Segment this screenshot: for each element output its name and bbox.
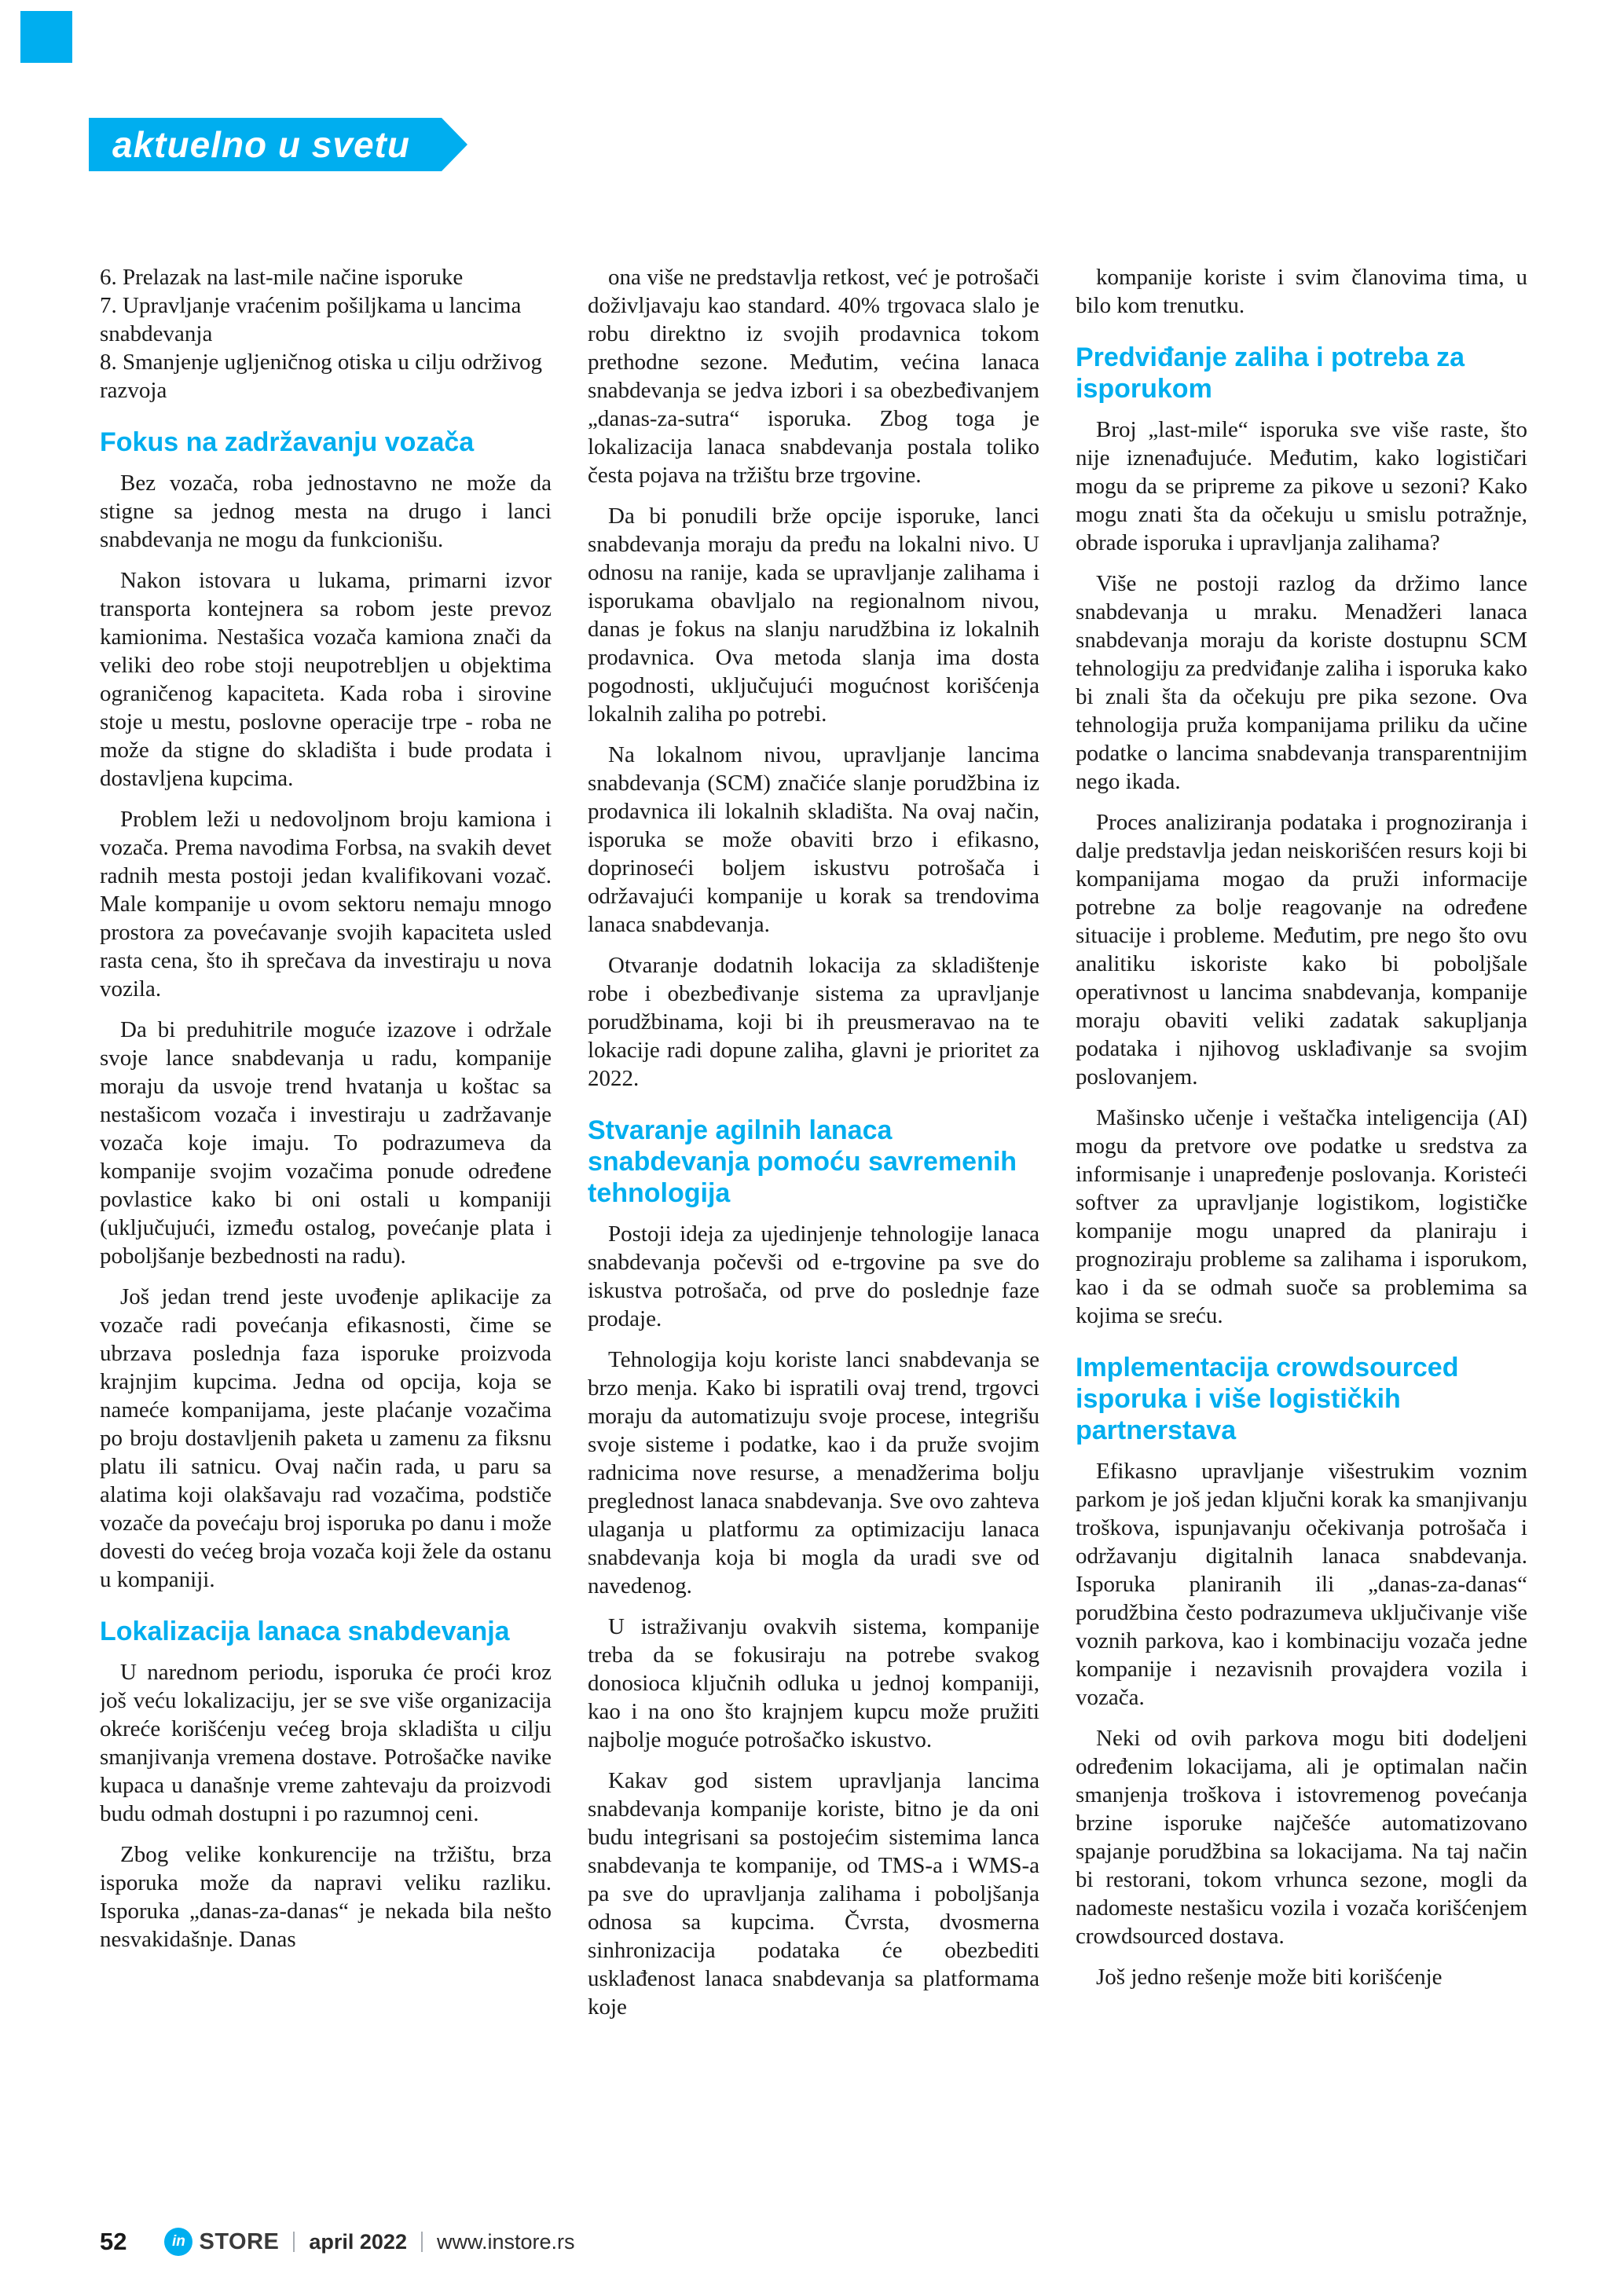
paragraph: U narednom periodu, isporuka će proći kroz još veću lokalizaciju, jer se sve više organizacija okreće korišćenju većeg broja skladišta u cilju smanjivanja vremena dostave. Potrošačke navike kupaca u današnje vreme zahtevaju da proizvodi budu odmah dostupni i po razumnoj ceni. (100, 1660, 552, 1826)
numbered-list-item: 6. Prelazak na last-mile načine isporuke (100, 265, 464, 290)
section-heading: Implementacija crowdsourced isporuka i više logističkih partnerstava (1076, 1353, 1459, 1445)
paragraph: Zbog velike konkurencije na tržištu, brza isporuka može da napravi veliku razliku. Isporuka „danas-za-danas“ je nekada bila nešto nesvakidašnje. Danas (100, 1842, 552, 1952)
section-heading: Fokus na zadržavanju vozača (100, 427, 475, 457)
section-banner (89, 118, 442, 171)
paragraph: kompanije koriste i svim članovima tima, u bilo kom trenutku. (1076, 265, 1527, 318)
section-heading: Stvaranje agilnih lanaca snabdevanja pomoću savremenih tehnologija (588, 1115, 1017, 1208)
article-columns (100, 263, 1528, 2223)
column-1 (100, 263, 552, 2223)
paragraph: Nakon istovara u lukama, primarni izvor transporta kontejnera sa robom jeste prevoz kamionima. Nestašica vozača kamiona znači da veliki deo robe stoji neupotrebljen u objektima ograničenog kapaciteta. Kada roba i sirovine stoje u mestu, poslovne operacije trpe - roba ne može da stigne do skladišta i bude prodata i dostavljena kupcima. (100, 568, 552, 791)
section-heading: Lokalizacija lanaca snabdevanja (100, 1617, 510, 1646)
paragraph: ona više ne predstavlja retkost, već je potrošači doživljavaju kao standard. 40% trgovaca slalo je robu direktno iz svojih prodavnica tokom prethodne sezone. Međutim, većina lanaca snabdevanja se jedva izbori i sa obezbeđivanjem „danas-za-sutra“ isporuka. Zbog toga je lokalizacija lanaca snabdevanja postala toliko česta pojava na tržištu brze trgovine. (588, 265, 1039, 488)
paragraph: Efikasno upravljanje višestrukim voznim parkom je još jedan ključni korak ka smanjivanju troškova, ispunjavanju očekivanja potrošača i održavanju digitalnih lanaca snabdevanja. Isporuka planiranih ili „danas-za-danas“ porudžbina često podrazumeva uključivanje više voznih parkova, kao i kombinaciju vozača jedne kompanije i nezavisnih provajdera vozila i vozača. (1076, 1459, 1527, 1710)
paragraph: Bez vozača, roba jednostavno ne može da stigne sa jednog mesta na drugo i lanci snabdevanja ne mogu da funkcionišu. (100, 471, 552, 552)
paragraph: Da bi preduhitrile moguće izazove i održale svoje lance snabdevanja u radu, kompanije moraju da usvoje trend hvatanja u koštac sa nestašicom vozača i investiraju u zadržavanje vozača koje imaju. To podrazumeva da kompanije svojim vozačima ponude određene povlastice kako bi oni ostali u kompaniji (uključujući, između ostalog, povećanje plata i poboljšanje bezbednosti na radu). (100, 1017, 552, 1269)
paragraph: Tehnologija koju koriste lanci snabdevanja se brzo menja. Kako bi ispratili ovaj trend, trgovci moraju da automatizuju svoje procese, integrišu svoje sisteme i podatke, kao i da pruže svojim radnicima nove resurse, a menadžerima bolju preglednost lanaca snabdevanja. Sve ovo zahteva ulaganja u platformu za optimizaciju lanaca snabdevanja koja bi mogla da uradi sve od navedenog. (588, 1347, 1039, 1598)
page-footer (100, 2228, 575, 2256)
paragraph: Mašinsko učenje i veštačka inteligencija (AI) mogu da pretvore ove podatke u sredstva za informisanje i unapređenje poslovanja. Koristeći softver za upravljanje logistikom, logističke kompanije mogu unapred da planiraju i prognoziraju probleme sa zalihama i isporukom, kao i da se odmah suoče sa problemima sa kojima se sreću. (1076, 1105, 1527, 1328)
footer-website-link[interactable]: www.instore.rs (436, 2229, 575, 2254)
paragraph: Na lokalnom nivou, upravljanje lancima snabdevanja (SCM) značiće slanje porudžbina iz prodavnica ili lokalnih skladišta. Na ovaj način, isporuka se može obaviti brzo i efikasno, doprinoseći boljem iskustvu potrošača i održavajući kompanije u korak sa trendovima lanaca snabdevanja. (588, 742, 1039, 937)
paragraph: U istraživanju ovakvih sistema, kompanije treba da se fokusiraju na potrebe svakog donosioca ključnih odluka u jednoj kompaniji, kao i na ono što krajnjem kupcu može pružiti najbolje moguće potrošačko iskustvo. (588, 1614, 1039, 1752)
instore-logo-text: STORE (199, 2228, 280, 2254)
page-number: 52 (100, 2228, 127, 2255)
numbered-list-item: 8. Smanjenje ugljeničnog otiska u cilju održivog razvoja (100, 350, 542, 403)
paragraph: Postoji ideja za ujedinjenje tehnologije lanaca snabdevanja počevši od e-trgovine pa sve do iskustva potrošača, od prve do poslednje faze prodaje. (588, 1221, 1039, 1331)
paragraph: Još jedno rešenje može biti korišćenje (1096, 1965, 1443, 1990)
paragraph: Otvaranje dodatnih lokacija za skladištenje robe i obezbeđivanje sistema za upravljanje porudžbinama, koji bi ih preusmeravao na te lokacije radi dopune zaliha, glavni je prioritet za 2022. (588, 953, 1039, 1091)
paragraph: Proces analiziranja podataka i prognoziranja i dalje predstavlja jedan neiskorišćen resurs koji bi kompanijama mogao da pruži informacije potrebne za bolje reagovanje na određene situacije i probleme. Međutim, pre nego što ovu analitiku iskoriste kako bi poboljšale operativnost u lancima snabdevanja, kompanije moraju obaviti veliki zadatak sakupljanja podataka i njihovog usklađivanje sa svojim poslovanjem. (1076, 810, 1527, 1089)
numbered-list-item: 7. Upravljanje vraćenim pošiljkama u lancima snabdevanja (100, 293, 522, 346)
paragraph: Problem leži u nedovoljnom broju kamiona i vozača. Prema navodima Forbsa, na svakih devet radnih mesta postoji jedan kvalifikovani vozač. Male kompanije u ovom sektoru nemaju mnogo prostora za povećavanje svojih kapaciteta usled rasta cena, što ih sprečava da investiraju u nova vozila. (100, 807, 552, 1002)
section-heading: Predviđanje zaliha i potreba za isporukom (1076, 342, 1465, 404)
footer-divider (293, 2232, 295, 2252)
column-3 (1076, 263, 1527, 2223)
column-2 (588, 263, 1039, 2223)
paragraph: Još jedan trend jeste uvođenje aplikacije za vozače radi povećanja efikasnosti, čime se ubrzava poslednja faza isporuke proizvoda krajnjim kupcima. Jedna od opcija, koja se nameće kompanijama, jeste plaćanje vozačima po broju dostavljenih paketa u zamenu za fiksnu platu ili satnicu. Ovaj način rada, u paru sa alatima koji olakšavaju rad vozačima, podstiče vozače da povećaju broj isporuka po danu i može dovesti do većeg broja vozača koji žele da ostanu u kompaniji. (100, 1284, 552, 1592)
paragraph: Da bi ponudili brže opcije isporuke, lanci snabdevanja moraju da pređu na lokalni nivo. U odnosu na ranije, kada se upravljanje zalihama i isporukama obavljalo na regionalnom nivou, danas je fokus na slanju narudžbina iz lokalnih prodavnica. Ova metoda slanja ima dosta pogodnosti, uključujući mogućnost korišćenja lokalnih zaliha po potrebi. (588, 504, 1039, 727)
footer-divider (421, 2232, 423, 2252)
paragraph: Kakav god sistem upravljanja lancima snabdevanja kompanije koriste, bitno je da oni budu integrisani sa postojećim sistemima lanca snabdevanja te kompanije, od TMS-a i WMS-a pa sve do upravljanja zalihama i poboljšanja odnosa sa kupcima. Čvrsta, dvosmerna sinhronizacija podataka će obezbediti usklađenost lanaca snabdevanja sa platformama koje (588, 1768, 1039, 2020)
paragraph: Broj „last-mile“ isporuka sve više raste, što nije iznenađujuće. Međutim, kako logističari mogu da se pripreme za pikove u sezoni? Kako mogu znati šta da očekuju u smislu potražnje, obrade isporuka i upravljanja zalihama? (1076, 417, 1527, 555)
section-banner-label: aktuelno u svetu (112, 124, 410, 165)
instore-logo (164, 2228, 279, 2256)
instore-logo-mark-icon: in (164, 2228, 192, 2256)
paragraph: Više ne postoji razlog da držimo lance snabdevanja u mraku. Menadžeri lanaca snabdevanja moraju da koriste dostupnu SCM tehnologiju za predviđanje zaliha i isporuka kako bi znali šta da očekuju pre pika sezone. Ova tehnologija pruža kompanijama priliku da učine podatke o lancima snabdevanja transparentnijim nego ikada. (1076, 571, 1527, 794)
paragraph: Neki od ovih parkova mogu biti dodeljeni određenim lokacijama, ali je optimalan način smanjenja troškova i istovremenog povećanja brzine isporuke najčešće automatizovano spajanje porudžbina sa lokacijama. Na taj način bi restorani, tokom vrhunca sezone, mogli da nadomeste nestašicu vozila i vozača korišćenjem crowdsourced dostava. (1076, 1726, 1527, 1949)
corner-accent-square (20, 11, 72, 63)
footer-issue-date: april 2022 (309, 2229, 407, 2254)
